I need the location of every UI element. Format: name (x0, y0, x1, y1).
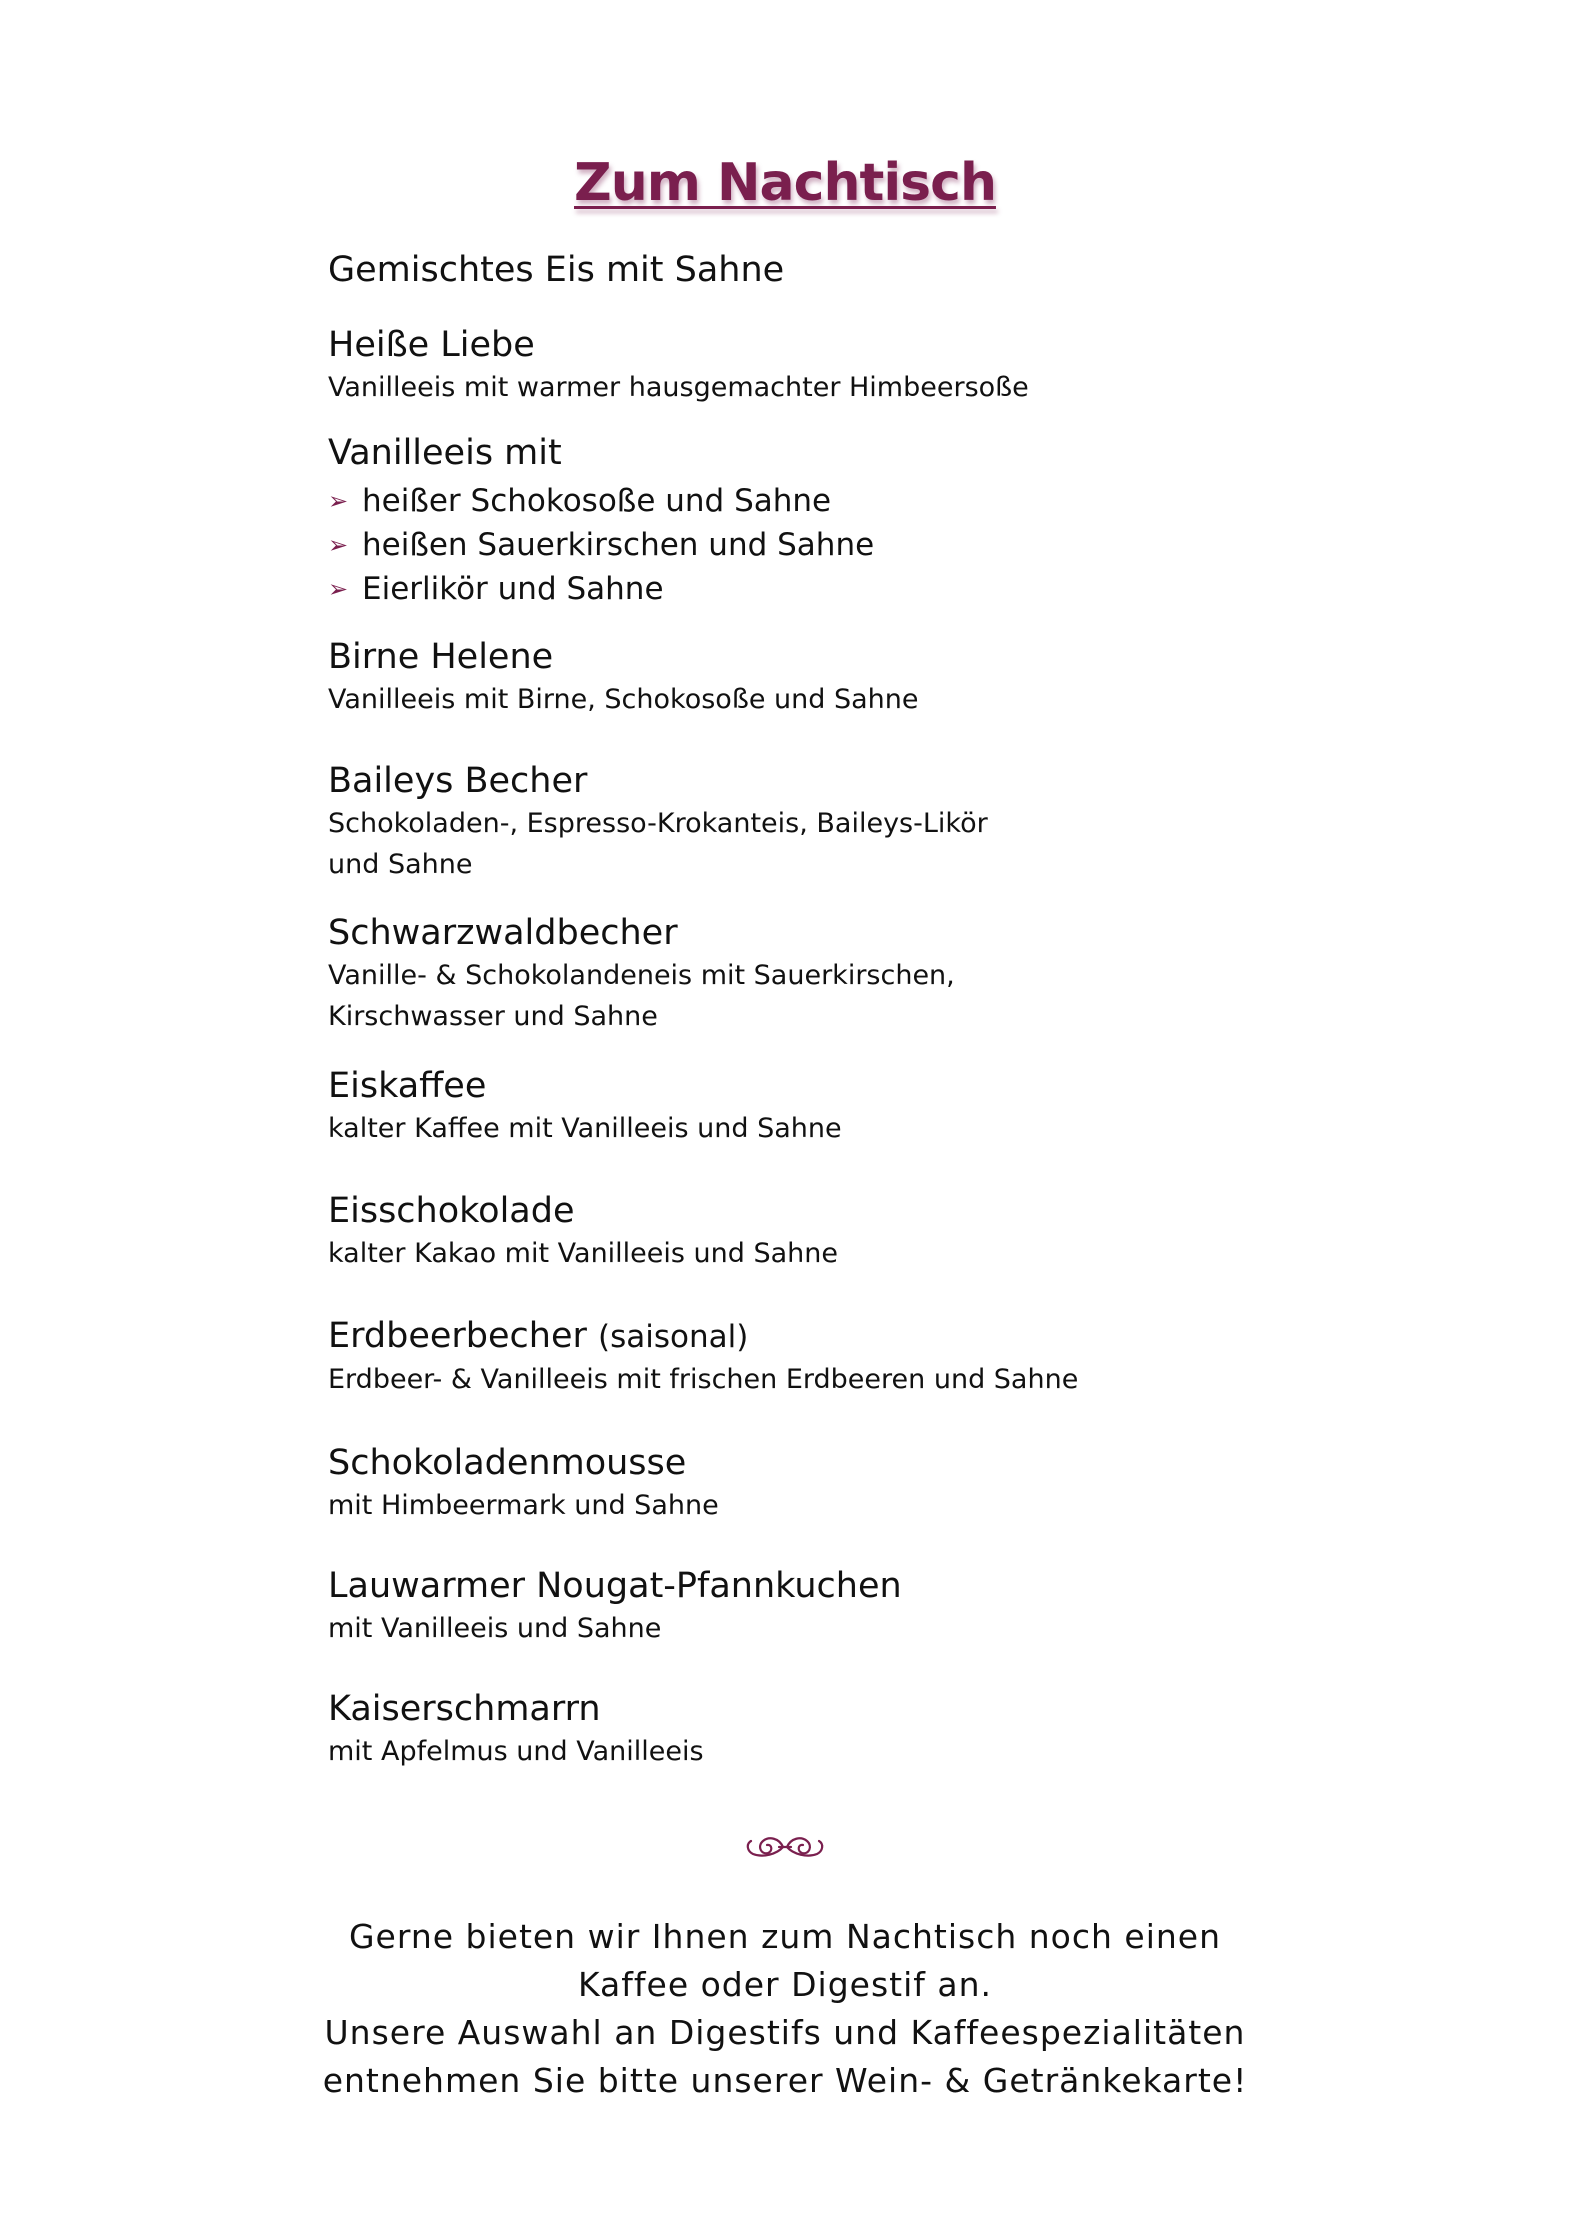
menu-item-description: Vanille- & Schokolandeneis mit Sauerkirschen, (328, 960, 955, 991)
menu-item (328, 1314, 1328, 1400)
menu-item-description: Erdbeer- & Vanilleeis mit frischen Erdbeeren und Sahne (328, 1364, 1079, 1395)
menu-item (328, 635, 1328, 720)
menu-item-description: mit Apfelmus und Vanilleeis (328, 1736, 704, 1767)
swirl-ornament-icon (0, 1832, 1570, 1870)
menu-item-name-row (328, 1314, 1328, 1359)
menu-item (328, 1564, 1328, 1649)
menu-item-name: Schwarzwaldbecher (328, 913, 678, 953)
arrowhead-bullet-icon: ➢ (328, 575, 349, 603)
swirl-ornament-svg (743, 1832, 827, 1862)
menu-item-description: mit Himbeermark und Sahne (328, 1490, 719, 1521)
option-list (328, 479, 1328, 611)
menu-item (328, 248, 1328, 292)
footer-line: entnehmen Sie bitte unserer Wein- & Getränkekarte! (322, 2061, 1248, 2100)
menu-item-description: Kirschwasser und Sahne (328, 1001, 658, 1032)
menu-item-description: Vanilleeis mit warmer hausgemachter Himbeersoße (328, 372, 1029, 403)
menu-item-name: Baileys Becher (328, 761, 588, 801)
dessert-list (328, 248, 1328, 1772)
menu-item-name: Eisschokolade (328, 1191, 575, 1231)
menu-item (328, 1064, 1328, 1149)
option-label: heißen Sauerkirschen und Sahne (362, 527, 875, 563)
menu-item-name: Eiskaffee (328, 1066, 487, 1106)
menu-item-name: Gemischtes Eis mit Sahne (328, 250, 785, 290)
option-label: Eierlikör und Sahne (362, 571, 664, 607)
footer-line: Gerne bieten wir Ihnen zum Nachtisch noch einen (348, 1917, 1222, 1956)
menu-item-note: (saisonal) (598, 1319, 749, 1355)
menu-item (328, 1687, 1328, 1772)
option-item (328, 523, 1328, 567)
menu-item (328, 1189, 1328, 1274)
option-item (328, 567, 1328, 611)
option-item (328, 479, 1328, 523)
menu-item (328, 431, 1328, 611)
menu-item (328, 911, 1328, 1037)
menu-item-description: kalter Kaffee mit Vanilleeis und Sahne (328, 1113, 842, 1144)
menu-item-name: Kaiserschmarrn (328, 1689, 601, 1729)
footer-line: Kaffee oder Digestif an. (578, 1965, 992, 2004)
menu-item-name: Heiße Liebe (328, 325, 535, 365)
footer-note (0, 1913, 1570, 2105)
page-title: Zum Nachtisch (574, 152, 996, 213)
menu-item (328, 323, 1328, 408)
menu-item-name: Birne Helene (328, 637, 554, 677)
menu-item-name: Erdbeerbecher (328, 1316, 587, 1356)
footer-line: Unsere Auswahl an Digestifs und Kaffeespezialitäten (324, 2013, 1246, 2052)
menu-item (328, 1441, 1328, 1526)
arrowhead-bullet-icon: ➢ (328, 531, 349, 559)
menu-item (328, 759, 1328, 885)
menu-item-description: Vanilleeis mit Birne, Schokosoße und Sahne (328, 684, 919, 715)
menu-item-description: mit Vanilleeis und Sahne (328, 1613, 662, 1644)
menu-item-name: Schokoladenmousse (328, 1443, 687, 1483)
menu-item-description: Schokoladen-, Espresso-Krokanteis, Baileys-Likör (328, 808, 988, 839)
menu-item-description: und Sahne (328, 849, 473, 880)
menu-item-description: kalter Kakao mit Vanilleeis und Sahne (328, 1238, 839, 1269)
menu-item-name: Lauwarmer Nougat-Pfannkuchen (328, 1566, 902, 1606)
menu-item-name: Vanilleeis mit (328, 433, 562, 473)
arrowhead-bullet-icon: ➢ (328, 487, 349, 515)
option-label: heißer Schokosoße und Sahne (362, 483, 832, 519)
